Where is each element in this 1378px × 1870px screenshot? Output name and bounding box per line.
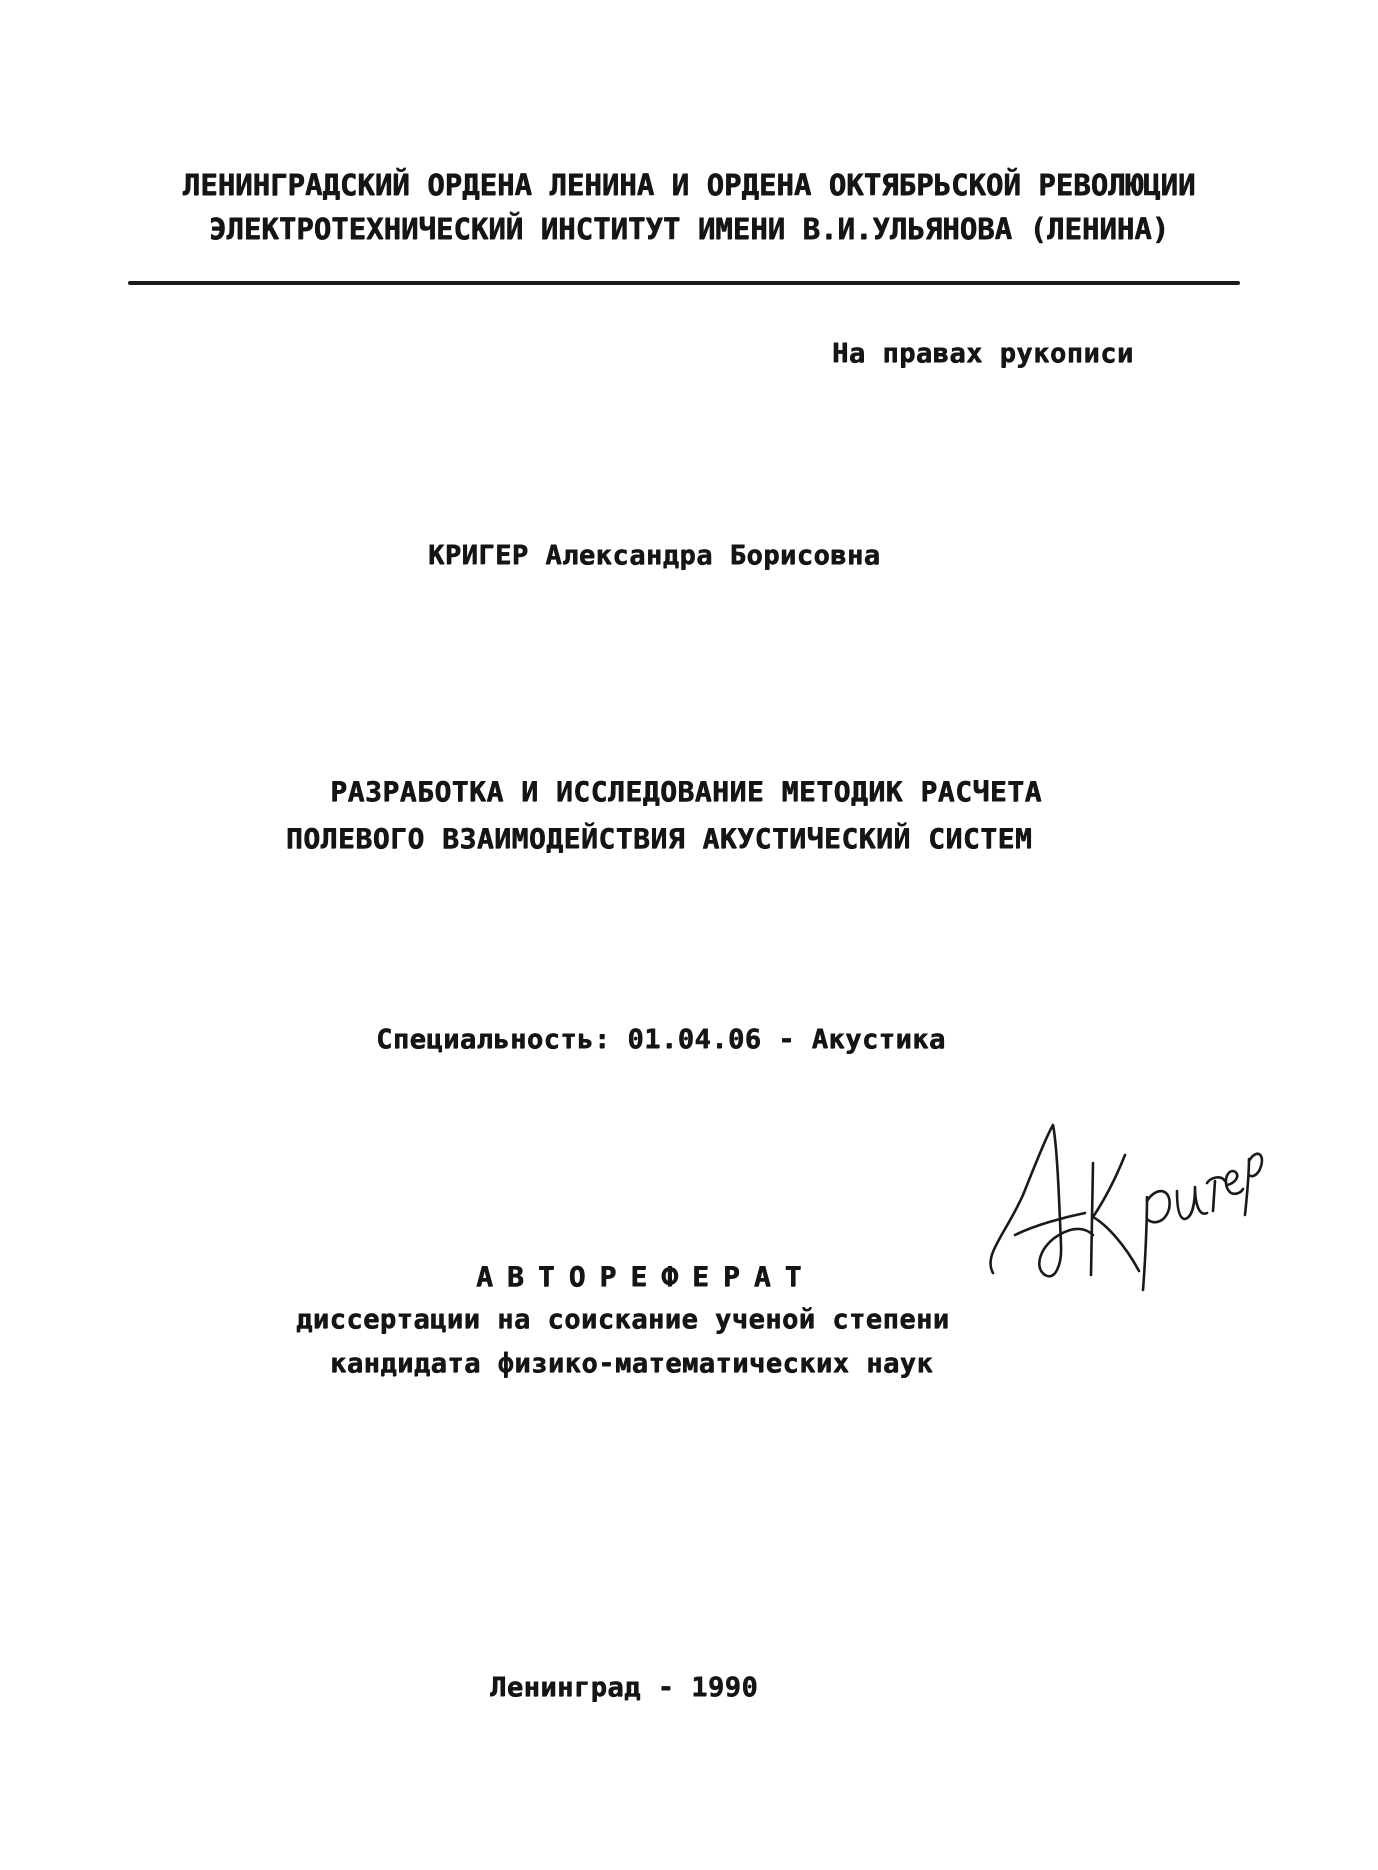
manuscript-rights-note: На правах рукописи [832, 338, 1134, 369]
abstract-description-line-1: диссертации на соискание ученой степени [296, 1304, 950, 1335]
dissertation-title-line-1: РАЗРАБОТКА И ИССЛЕДОВАНИЕ МЕТОДИК РАСЧЕТА [330, 775, 1042, 808]
institute-name-line-2: ЭЛЕКТРОТЕХНИЧЕСКИЙ ИНСТИТУТ ИМЕНИ В.И.УЛЬЯНОВА (ЛЕНИНА) [208, 212, 1170, 246]
city-year: Ленинград - 1990 [490, 1672, 759, 1703]
header-divider [128, 281, 1240, 285]
specialty-line: Специальность: 01.04.06 - Акустика [376, 1024, 946, 1055]
institute-name-line-1: ЛЕНИНГРАДСКИЙ ОРДЕНА ЛЕНИНА И ОРДЕНА ОКТЯБРЬСКОЙ РЕВОЛЮЦИИ [182, 168, 1196, 202]
abstract-description-line-2: кандидата физико-математических наук [330, 1348, 934, 1379]
dissertation-title-line-2: ПОЛЕВОГО ВЗАИМОДЕЙСТВИЯ АКУСТИЧЕСКИЙ СИСТЕМ [285, 822, 1033, 855]
author-name: КРИГЕР Александра Борисовна [428, 540, 881, 571]
handwritten-signature [975, 1085, 1265, 1295]
abstract-heading: АВТОРЕФЕРАТ [476, 1260, 816, 1293]
